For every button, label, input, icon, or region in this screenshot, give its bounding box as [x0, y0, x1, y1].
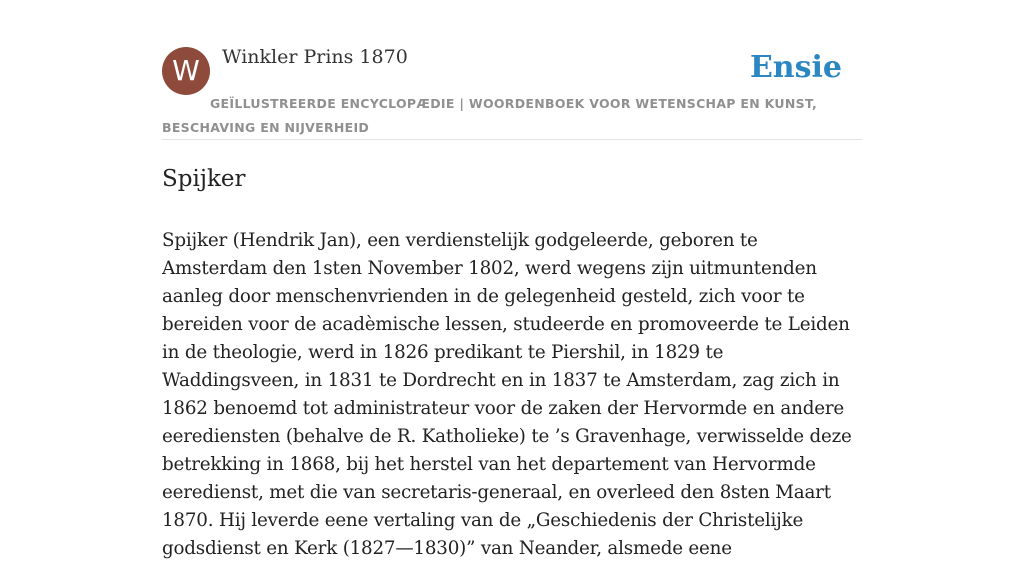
site-subtitle: GEÏLLUSTREERDE ENCYCLOPÆDIE | WOORDENBOEK VOOR WETENSCHAP EN KUNST, BESCHAVING EN NIJVERHEID — [162, 96, 818, 135]
brand-logo[interactable]: Ensie — [749, 50, 842, 85]
site-title[interactable]: Winkler Prins 1870 — [222, 46, 408, 68]
article-body: Spijker (Hendrik Jan), een verdienstelijk godgeleerde, geboren te Amsterdam den 1sten November 1802, werd wegens zijn uitmuntenden aanleg door menschenvrienden in de gelegenheid gesteld, zich voor te bereiden voor de acadèmische lessen, studeerde en promoveerde te Leiden in de theologie, werd in 1826 predikant te Piershil, in 1829 te Waddingsveen, in 1831 te Dordrecht en in 1837 te Amsterdam, zag zich in 1862 benoemd tot administrateur voor de zaken der Hervormde en andere eerediensten (behalve de R. Katholieke) te ’s Gravenhage, verwisselde deze betrekking in 1868, bij het herstel van het departement van Hervormde eeredienst, met die van secretaris-generaal, en overleed den 8sten Maart 1870. Hij leverde eene vertaling van de „Geschiedenis der Christelijke godsdienst en Kerk (1827—1830)” van Neander, alsmede eene — [162, 230, 852, 559]
page-title: Spijker — [162, 166, 246, 192]
article — [162, 160, 864, 563]
site-header — [162, 44, 862, 140]
avatar[interactable] — [162, 47, 210, 95]
avatar-letter: W — [172, 54, 200, 87]
